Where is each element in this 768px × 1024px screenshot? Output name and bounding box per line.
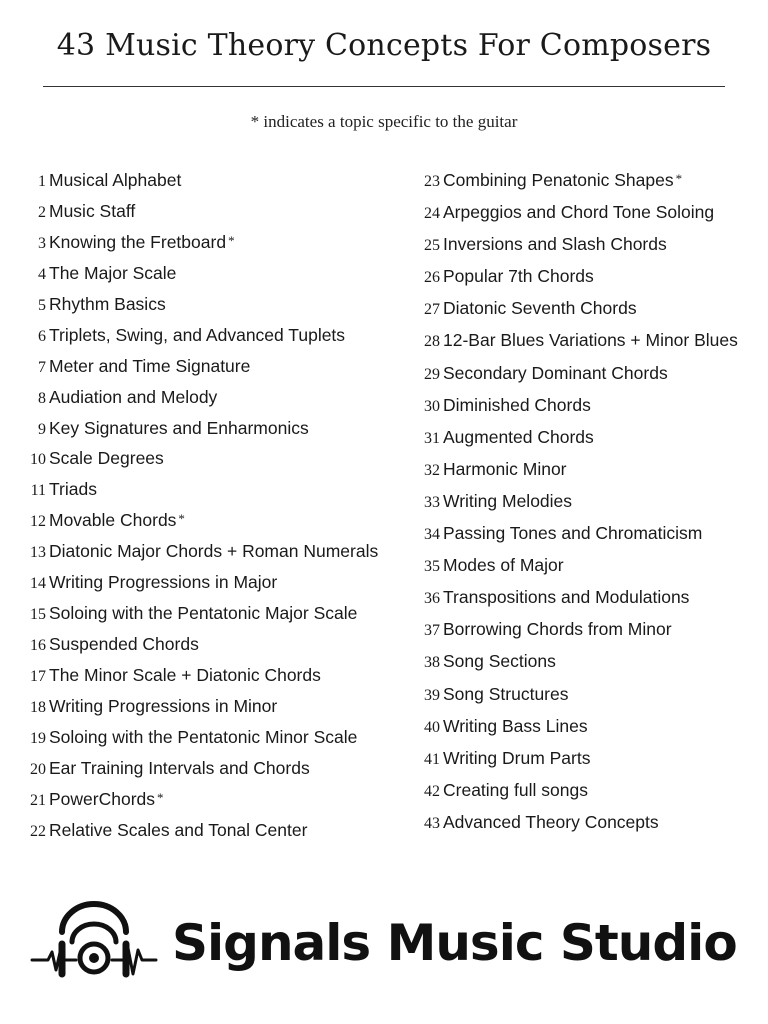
list-item: 35 Modes of Major [424,555,564,576]
page-title: 43 Music Theory Concepts For Composers [56,28,712,63]
list-item: 20 Ear Training Intervals and Chords [30,757,310,778]
list-item: 10 Scale Degrees [30,448,164,469]
guitar-star: * [157,789,164,805]
list-item: 11 Triads [30,479,97,500]
list-item: 26 Popular 7th Chords [424,266,594,287]
list-item: 18 Writing Progressions in Minor [30,695,278,716]
list-item: 38 Song Sections [424,651,556,672]
list-item: 12 Movable Chords * [30,510,185,531]
guitar-star: * [178,511,185,527]
list-item: 24 Arpeggios and Chord Tone Soloing [424,202,715,223]
guitar-star: * [228,232,235,248]
list-item: 4 The Major Scale [38,262,177,283]
list-item: 6 Triplets, Swing, and Advanced Tuplets [38,324,346,345]
list-item: 27 Diatonic Seventh Chords [424,298,637,319]
list-item: 30 Diminished Chords [424,394,591,415]
list-item: 34 Passing Tones and Chromaticism [424,523,703,544]
title-divider [43,86,725,87]
list-item: 22 Relative Scales and Tonal Center [30,819,308,840]
list-item: 33 Writing Melodies [424,490,573,511]
list-item: 43 Advanced Theory Concepts [424,811,659,832]
guitar-topic-note: * indicates a topic specific to the guitar [250,112,518,131]
list-item: 3 Knowing the Fretboard * [38,231,235,252]
guitar-star: * [675,171,683,186]
list-item: 32 Harmonic Minor [424,458,567,479]
list-item: 1 Musical Alphabet [38,170,182,190]
list-item: 7 Meter and Time Signature [38,355,251,376]
list-item: 19 Soloing with the Pentatonic Minor Scale [30,726,358,747]
brand-name: Signals Music Studio [172,914,737,972]
list-item: 9 Key Signatures and Enharmonics [38,417,309,438]
list-item: 40 Writing Bass Lines [424,715,588,736]
list-item: 36 Transpositions and Modulations [424,587,690,608]
list-item: 25 Inversions and Slash Chords [424,234,667,255]
concepts-list-left [24,170,408,851]
list-item: 39 Song Structures [424,683,569,704]
list-item: 41 Writing Drum Parts [424,747,591,768]
list-item: 5 Rhythm Basics [38,293,166,314]
list-item: 31 Augmented Chords [424,426,594,447]
list-item: 14 Writing Progressions in Major [30,572,278,593]
list-item: 23 Combining Penatonic Shapes * [424,170,683,190]
list-item: 29 Secondary Dominant Chords [424,362,668,383]
list-item: 2 Music Staff [38,200,136,221]
concepts-list-right [416,170,766,844]
list-item: 17 The Minor Scale + Diatonic Chords [30,665,321,685]
list-item: 28 12-Bar Blues Variations + Minor Blues [424,330,738,351]
list-item: 13 Diatonic Major Chords + Roman Numerals [30,541,379,562]
list-item: 15 Soloing with the Pentatonic Major Scale [30,603,358,624]
list-item: 21 PowerChords * [30,788,164,809]
list-item: 8 Audiation and Melody [38,386,218,407]
list-item: 16 Suspended Chords [30,634,199,655]
list-item: 42 Creating full songs [424,779,588,800]
list-item: 37 Borrowing Chords from Minor [424,619,672,640]
